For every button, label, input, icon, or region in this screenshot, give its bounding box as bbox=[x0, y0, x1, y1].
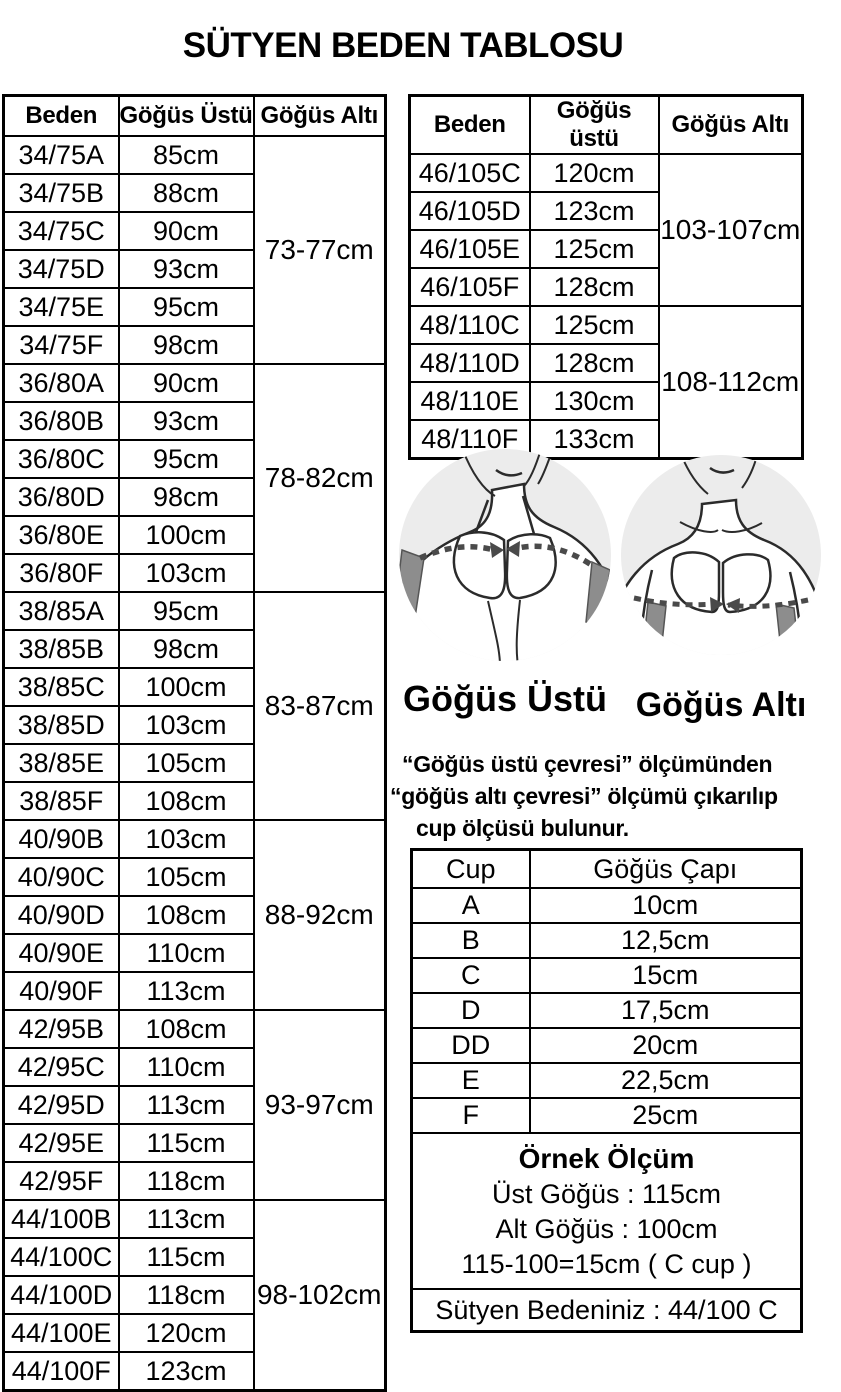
size-cell: 48/110D bbox=[410, 344, 530, 382]
cup-letter-cell: A bbox=[412, 888, 530, 923]
overbust-value-cell: 98cm bbox=[119, 478, 254, 516]
cup-diameter-cell: 15cm bbox=[530, 958, 802, 993]
size-row bbox=[4, 136, 386, 174]
size-cell: 42/95C bbox=[4, 1048, 119, 1086]
overbust-value-cell: 125cm bbox=[530, 306, 659, 344]
explanation-line: “Göğüs üstü çevresi” ölçümünden bbox=[402, 751, 773, 777]
overbust-value-cell: 108cm bbox=[119, 1010, 254, 1048]
cup-row bbox=[412, 923, 802, 958]
col-header-underbust: Göğüs Altı bbox=[254, 96, 386, 137]
col-header-bust-diameter: Göğüs Çapı bbox=[530, 850, 802, 889]
cup-example-section bbox=[412, 1133, 802, 1332]
overbust-value-cell: 98cm bbox=[119, 326, 254, 364]
cup-row bbox=[412, 1028, 802, 1063]
size-cell: 34/75D bbox=[4, 250, 119, 288]
size-cell: 44/100F bbox=[4, 1352, 119, 1391]
overbust-value-cell: 95cm bbox=[119, 288, 254, 326]
overbust-value-cell: 98cm bbox=[119, 630, 254, 668]
overbust-value-cell: 88cm bbox=[119, 174, 254, 212]
overbust-value-cell: 103cm bbox=[119, 820, 254, 858]
example-line: 115-100=15cm ( C cup ) bbox=[461, 1248, 752, 1279]
size-cell: 36/80F bbox=[4, 554, 119, 592]
size-cell: 46/105F bbox=[410, 268, 530, 306]
overbust-value-cell: 113cm bbox=[119, 1200, 254, 1238]
size-cell: 44/100E bbox=[4, 1314, 119, 1352]
size-cell: 40/90B bbox=[4, 820, 119, 858]
overbust-figure-icon bbox=[396, 446, 614, 664]
underbust-range-cell: 108-112cm bbox=[659, 306, 803, 459]
size-cell: 34/75B bbox=[4, 174, 119, 212]
size-cell: 44/100D bbox=[4, 1276, 119, 1314]
size-cell: 46/105E bbox=[410, 230, 530, 268]
overbust-value-cell: 103cm bbox=[119, 554, 254, 592]
overbust-value-cell: 95cm bbox=[119, 592, 254, 630]
col-header-overbust: Göğüs Üstü bbox=[119, 96, 254, 137]
overbust-value-cell: 100cm bbox=[119, 668, 254, 706]
col-header-beden: Beden bbox=[410, 96, 530, 155]
size-table-left-header bbox=[4, 96, 386, 137]
overbust-value-cell: 128cm bbox=[530, 344, 659, 382]
size-row bbox=[410, 154, 803, 192]
explanation-line: “göğüs altı çevresi” ölçümü çıkarılıp bbox=[390, 783, 778, 809]
size-table-right bbox=[408, 94, 804, 460]
example-measurement-cell bbox=[412, 1133, 802, 1289]
cup-letter-cell: D bbox=[412, 993, 530, 1028]
overbust-value-cell: 118cm bbox=[119, 1276, 254, 1314]
cup-letter-cell: DD bbox=[412, 1028, 530, 1063]
overbust-value-cell: 95cm bbox=[119, 440, 254, 478]
example-line: Alt Göğüs : 100cm bbox=[495, 1213, 718, 1244]
overbust-value-cell: 115cm bbox=[119, 1124, 254, 1162]
size-cell: 34/75A bbox=[4, 136, 119, 174]
overbust-value-cell: 118cm bbox=[119, 1162, 254, 1200]
size-cell: 34/75C bbox=[4, 212, 119, 250]
size-cell: 40/90C bbox=[4, 858, 119, 896]
size-row bbox=[4, 364, 386, 402]
size-cell: 40/90D bbox=[4, 896, 119, 934]
overbust-value-cell: 100cm bbox=[119, 516, 254, 554]
size-cell: 46/105D bbox=[410, 192, 530, 230]
overbust-value-cell: 120cm bbox=[119, 1314, 254, 1352]
underbust-range-cell: 98-102cm bbox=[254, 1200, 386, 1391]
page-title: SÜTYEN BEDEN TABLOSU bbox=[182, 26, 624, 65]
col-header-beden: Beden bbox=[4, 96, 119, 137]
size-cell: 38/85C bbox=[4, 668, 119, 706]
cup-diameter-cell: 20cm bbox=[530, 1028, 802, 1063]
overbust-value-cell: 123cm bbox=[119, 1352, 254, 1391]
size-cell: 46/105C bbox=[410, 154, 530, 192]
cup-row bbox=[412, 1098, 802, 1133]
size-row bbox=[4, 820, 386, 858]
underbust-range-cell: 88-92cm bbox=[254, 820, 386, 1010]
cup-diameter-cell: 10cm bbox=[530, 888, 802, 923]
underbust-measurement-illustration bbox=[618, 452, 824, 663]
cup-diameter-cell: 12,5cm bbox=[530, 923, 802, 958]
cup-row bbox=[412, 958, 802, 993]
size-cell: 40/90E bbox=[4, 934, 119, 972]
size-cell: 38/85F bbox=[4, 782, 119, 820]
cup-diameter-cell: 17,5cm bbox=[530, 993, 802, 1028]
size-cell: 40/90F bbox=[4, 972, 119, 1010]
size-cell: 42/95D bbox=[4, 1086, 119, 1124]
overbust-value-cell: 130cm bbox=[530, 382, 659, 420]
size-cell: 48/110F bbox=[410, 420, 530, 459]
cup-row bbox=[412, 1063, 802, 1098]
size-cell: 42/95F bbox=[4, 1162, 119, 1200]
underbust-range-cell: 73-77cm bbox=[254, 136, 386, 364]
overbust-label: Göğüs Üstü bbox=[403, 678, 607, 719]
overbust-value-cell: 115cm bbox=[119, 1238, 254, 1276]
size-cell: 36/80D bbox=[4, 478, 119, 516]
size-cell: 38/85D bbox=[4, 706, 119, 744]
overbust-value-cell: 110cm bbox=[119, 934, 254, 972]
cup-letter-cell: F bbox=[412, 1098, 530, 1133]
size-cell: 36/80B bbox=[4, 402, 119, 440]
cup-diameter-cell: 22,5cm bbox=[530, 1063, 802, 1098]
overbust-value-cell: 113cm bbox=[119, 1086, 254, 1124]
size-cell: 42/95E bbox=[4, 1124, 119, 1162]
overbust-value-cell: 103cm bbox=[119, 706, 254, 744]
cup-letter-cell: E bbox=[412, 1063, 530, 1098]
explanation-line: cup ölçüsü bulunur. bbox=[416, 815, 629, 841]
result-size-cell: Sütyen Bedeniniz : 44/100 C bbox=[412, 1289, 802, 1332]
underbust-range-cell: 103-107cm bbox=[659, 154, 803, 306]
size-cell: 38/85B bbox=[4, 630, 119, 668]
size-cell: 48/110C bbox=[410, 306, 530, 344]
overbust-value-cell: 123cm bbox=[530, 192, 659, 230]
col-header-underbust: Göğüs Altı bbox=[659, 96, 803, 155]
overbust-value-cell: 125cm bbox=[530, 230, 659, 268]
overbust-value-cell: 113cm bbox=[119, 972, 254, 1010]
cup-diameter-cell: 25cm bbox=[530, 1098, 802, 1133]
overbust-measurement-illustration bbox=[396, 446, 614, 669]
size-cell: 38/85A bbox=[4, 592, 119, 630]
overbust-value-cell: 93cm bbox=[119, 250, 254, 288]
size-cell: 36/80A bbox=[4, 364, 119, 402]
size-row bbox=[4, 1200, 386, 1238]
size-cell: 36/80C bbox=[4, 440, 119, 478]
size-row bbox=[4, 1010, 386, 1048]
overbust-value-cell: 93cm bbox=[119, 402, 254, 440]
size-cell: 34/75E bbox=[4, 288, 119, 326]
col-header-overbust: Göğüs üstü bbox=[530, 96, 659, 155]
size-cell: 36/80E bbox=[4, 516, 119, 554]
underbust-figure-icon bbox=[618, 452, 824, 658]
cup-calculation-explanation bbox=[390, 748, 840, 844]
size-cell: 38/85E bbox=[4, 744, 119, 782]
cup-letter-cell: B bbox=[412, 923, 530, 958]
size-row bbox=[410, 306, 803, 344]
size-table-right-header bbox=[410, 96, 803, 155]
cup-table-header bbox=[412, 850, 802, 889]
example-title: Örnek Ölçüm bbox=[518, 1142, 695, 1174]
cup-row bbox=[412, 993, 802, 1028]
overbust-value-cell: 90cm bbox=[119, 212, 254, 250]
size-table-left bbox=[2, 94, 387, 1392]
underbust-range-cell: 78-82cm bbox=[254, 364, 386, 592]
overbust-value-cell: 108cm bbox=[119, 782, 254, 820]
size-cell: 48/110E bbox=[410, 382, 530, 420]
example-line: Üst Göğüs : 115cm bbox=[491, 1178, 722, 1209]
overbust-value-cell: 110cm bbox=[119, 1048, 254, 1086]
size-row bbox=[4, 592, 386, 630]
overbust-value-cell: 128cm bbox=[530, 268, 659, 306]
cup-row bbox=[412, 888, 802, 923]
cup-size-table bbox=[410, 848, 803, 1333]
size-cell: 44/100B bbox=[4, 1200, 119, 1238]
underbust-label: Göğüs Altı bbox=[635, 686, 807, 724]
size-cell: 34/75F bbox=[4, 326, 119, 364]
overbust-value-cell: 133cm bbox=[530, 420, 659, 459]
overbust-value-cell: 85cm bbox=[119, 136, 254, 174]
overbust-value-cell: 90cm bbox=[119, 364, 254, 402]
col-header-cup: Cup bbox=[412, 850, 530, 889]
underbust-range-cell: 83-87cm bbox=[254, 592, 386, 820]
underbust-range-cell: 93-97cm bbox=[254, 1010, 386, 1200]
cup-letter-cell: C bbox=[412, 958, 530, 993]
size-cell: 44/100C bbox=[4, 1238, 119, 1276]
overbust-value-cell: 105cm bbox=[119, 744, 254, 782]
size-cell: 42/95B bbox=[4, 1010, 119, 1048]
overbust-value-cell: 120cm bbox=[530, 154, 659, 192]
overbust-value-cell: 108cm bbox=[119, 896, 254, 934]
overbust-value-cell: 105cm bbox=[119, 858, 254, 896]
